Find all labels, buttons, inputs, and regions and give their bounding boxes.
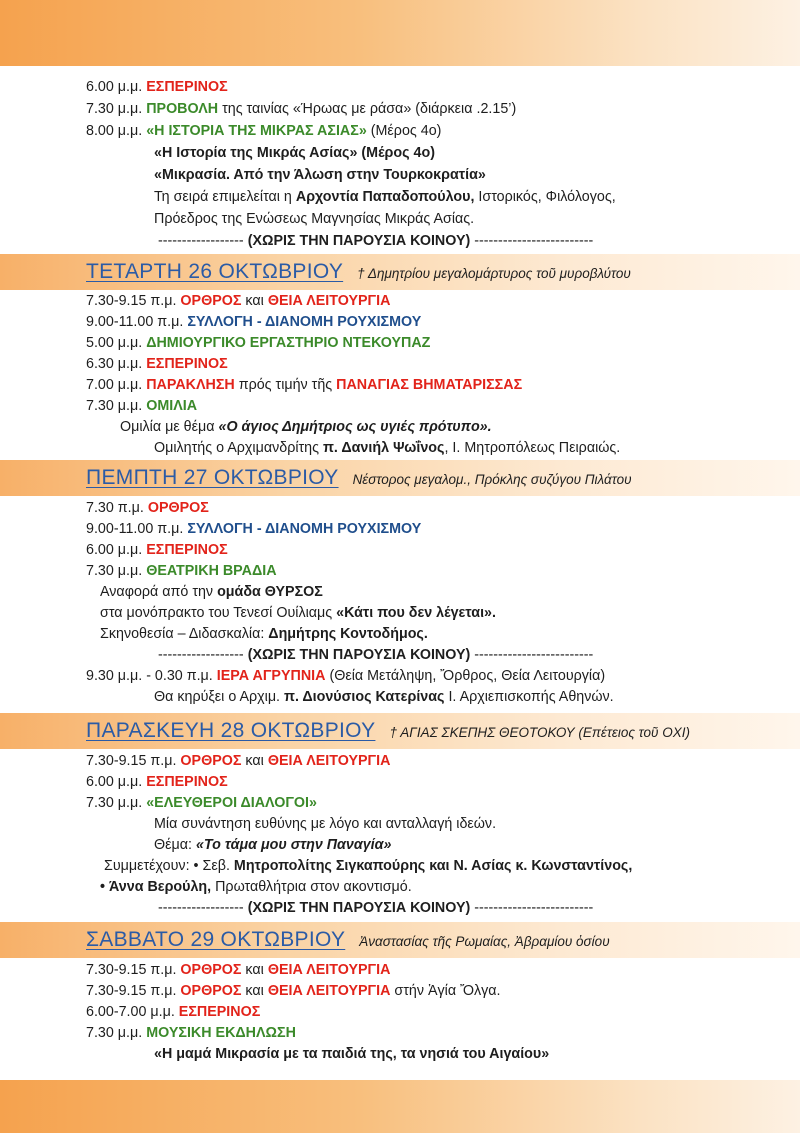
- schedule-row: 7.30 π.μ. ΟΡΘΡΟΣ: [86, 500, 209, 516]
- series-curator-role: Πρόεδρος της Ενώσεως Μαγνησίας Μικράς Ασίας.: [154, 211, 475, 227]
- schedule-row: 9.30 μ.μ. - 0.30 π.μ. ΙΕΡΑ ΑΓΡΥΠΝΙΑ (Θεία Μετάληψη, Ὄρθρος, Θεία Λειτουργία): [86, 668, 606, 684]
- theatre-group: Αναφορά από την ομάδα ΘΥΡΣΟΣ: [100, 584, 323, 600]
- participant-2: • Άννα Βερούλη, Πρωταθλήτρια στον ακοντισμό.: [100, 879, 412, 895]
- day-header-friday: [86, 719, 690, 745]
- series-curator: Τη σειρά επιμελείται η Αρχοντία Παπαδοπούλου, Ιστορικός, Φιλόλογος,: [154, 189, 616, 205]
- feast-of-day: † Δημητρίου μεγαλομάρτυρος τοῦ μυροβλύτου: [357, 266, 631, 281]
- schedule-row: 7.30 μ.μ. «ΕΛΕΥΘΕΡΟΙ ΔΙΑΛΟΓΟΙ»: [86, 795, 317, 811]
- bottom-band: [0, 1080, 800, 1133]
- schedule-row: 9.00-11.00 π.μ. ΣΥΛΛΟΓΗ - ΔΙΑΝΟΜΗ ΡΟΥΧΙΣΜΟΥ: [86, 521, 422, 537]
- day-title: ΤΕΤΑΡΤΗ 26 ΟΚΤΩΒΡΙΟΥ: [86, 260, 344, 283]
- no-audience-note: ------------------ (ΧΩΡΙΣ ΤΗΝ ΠΑΡΟΥΣΙΑ ΚΟΙΝΟΥ) -------------------------: [158, 900, 594, 916]
- no-audience-note: ------------------ (ΧΩΡΙΣ ΤΗΝ ΠΑΡΟΥΣΙΑ ΚΟΙΝΟΥ) -------------------------: [158, 647, 594, 663]
- dialogue-topic: Θέμα: «Το τάμα μου στην Παναγία»: [154, 837, 392, 853]
- schedule-row: 6.00 μ.μ. ΕΣΠΕΡΙΝΟΣ: [86, 79, 228, 95]
- schedule-row: 6.30 μ.μ. ΕΣΠΕΡΙΝΟΣ: [86, 356, 228, 372]
- series-subtitle: «Μικρασία. Από την Άλωση στην Τουρκοκρατία»: [154, 167, 486, 183]
- schedule-row: 5.00 μ.μ. ΔΗΜΙΟΥΡΓΙΚΟ ΕΡΓΑΣΤΗΡΙΟ ΝΤΕΚΟΥΠΑΖ: [86, 335, 431, 351]
- play-director: Σκηνοθεσία – Διδασκαλία: Δημήτρης Κοντοδήμος.: [100, 626, 428, 642]
- schedule-row: 7.30-9.15 π.μ. ΟΡΘΡΟΣ και ΘΕΙΑ ΛΕΙΤΟΥΡΓΙΑ στήν Ἁγία Ὄλγα.: [86, 983, 501, 999]
- schedule-row: 7.30 μ.μ. ΜΟΥΣΙΚΗ ΕΚΔΗΛΩΣΗ: [86, 1025, 296, 1041]
- participant-1: Συμμετέχουν: • Σεβ. Μητροπολίτης Σιγκαπούρης και Ν. Ασίας κ. Κωνσταντίνος,: [104, 858, 633, 874]
- day-header-thursday: [86, 466, 632, 492]
- play-title: στα μονόπρακτο του Τενεσί Ουίλιαμς «Κάτι που δεν λέγεται».: [100, 605, 496, 621]
- day-title: ΠΕΜΠΤΗ 27 ΟΚΤΩΒΡΙΟΥ: [86, 466, 339, 489]
- series-title: «Η Ιστορία της Μικράς Ασίας» (Μέρος 4ο): [154, 145, 435, 161]
- schedule-row: 7.30-9.15 π.μ. ΟΡΘΡΟΣ και ΘΕΙΑ ΛΕΙΤΟΥΡΓΙΑ: [86, 753, 391, 769]
- talk-topic: Ομιλία με θέμα «Ο άγιος Δημήτριος ως υγιές πρότυπο».: [120, 419, 492, 435]
- top-band: [0, 0, 800, 66]
- talk-speaker: Ομιλητής ο Αρχιμανδρίτης π. Δανιήλ Ψωΐνος, Ι. Μητροπόλεως Πειραιώς.: [154, 440, 621, 456]
- day-title: ΣΑΒΒΑΤΟ 29 ΟΚΤΩΒΡΙΟΥ: [86, 928, 346, 951]
- vigil-preacher: Θα κηρύξει ο Αρχιμ. π. Διονύσιος Κατερίνας Ι. Αρχιεπισκοπής Αθηνών.: [154, 689, 614, 705]
- concert-title: «Η μαμά Μικρασία με τα παιδιά της, τα νησιά του Αιγαίου»: [154, 1046, 550, 1062]
- schedule-row: 6.00 μ.μ. ΕΣΠΕΡΙΝΟΣ: [86, 774, 228, 790]
- feast-of-day: Νέστορος μεγαλομ., Πρόκλης συζύγου Πιλάτου: [352, 472, 632, 487]
- dialogue-description: Μία συνάντηση ευθύνης με λόγο και ανταλλαγή ιδεών.: [154, 816, 497, 832]
- schedule-row: 7.30 μ.μ. ΠΡΟΒΟΛΗ της ταινίας «Ήρωας με ράσα» (διάρκεια .2.15’): [86, 101, 517, 117]
- schedule-row: 8.00 μ.μ. «Η ΙΣΤΟΡΙΑ ΤΗΣ ΜΙΚΡΑΣ ΑΣΙΑΣ» (Μέρος 4ο): [86, 123, 442, 139]
- no-audience-note: ------------------ (ΧΩΡΙΣ ΤΗΝ ΠΑΡΟΥΣΙΑ ΚΟΙΝΟΥ) -------------------------: [158, 233, 594, 249]
- day-title: ΠΑΡΑΣΚΕΥΗ 28 ΟΚΤΩΒΡΙΟΥ: [86, 719, 376, 742]
- schedule-row: 7.30 μ.μ. ΘΕΑΤΡΙΚΗ ΒΡΑΔΙΑ: [86, 563, 277, 579]
- schedule-row: 7.00 μ.μ. ΠΑΡΑΚΛΗΣΗ πρός τιμήν τῆς ΠΑΝΑΓΙΑΣ ΒΗΜΑΤΑΡΙΣΣΑΣ: [86, 377, 523, 393]
- schedule-row: 7.30-9.15 π.μ. ΟΡΘΡΟΣ και ΘΕΙΑ ΛΕΙΤΟΥΡΓΙΑ: [86, 962, 391, 978]
- schedule-row: 7.30 μ.μ. ΟΜΙΛΙΑ: [86, 398, 198, 414]
- schedule-row: 6.00-7.00 μ.μ. ΕΣΠΕΡΙΝΟΣ: [86, 1004, 261, 1020]
- schedule-row: 9.00-11.00 π.μ. ΣΥΛΛΟΓΗ - ΔΙΑΝΟΜΗ ΡΟΥΧΙΣΜΟΥ: [86, 314, 422, 330]
- schedule-row: 7.30-9.15 π.μ. ΟΡΘΡΟΣ και ΘΕΙΑ ΛΕΙΤΟΥΡΓΙΑ: [86, 293, 391, 309]
- feast-of-day: Ἀναστασίας τῆς Ρωμαίας, Ἀβραμίου ὁσίου: [359, 934, 610, 949]
- schedule-row: 6.00 μ.μ. ΕΣΠΕΡΙΝΟΣ: [86, 542, 228, 558]
- feast-of-day: † ΑΓΙΑΣ ΣΚΕΠΗΣ ΘΕΟΤΟΚΟΥ (Επέτειος τοῦ ΟΧΙ): [389, 725, 690, 740]
- day-header-wednesday: [86, 260, 631, 286]
- day-header-saturday: [86, 928, 610, 954]
